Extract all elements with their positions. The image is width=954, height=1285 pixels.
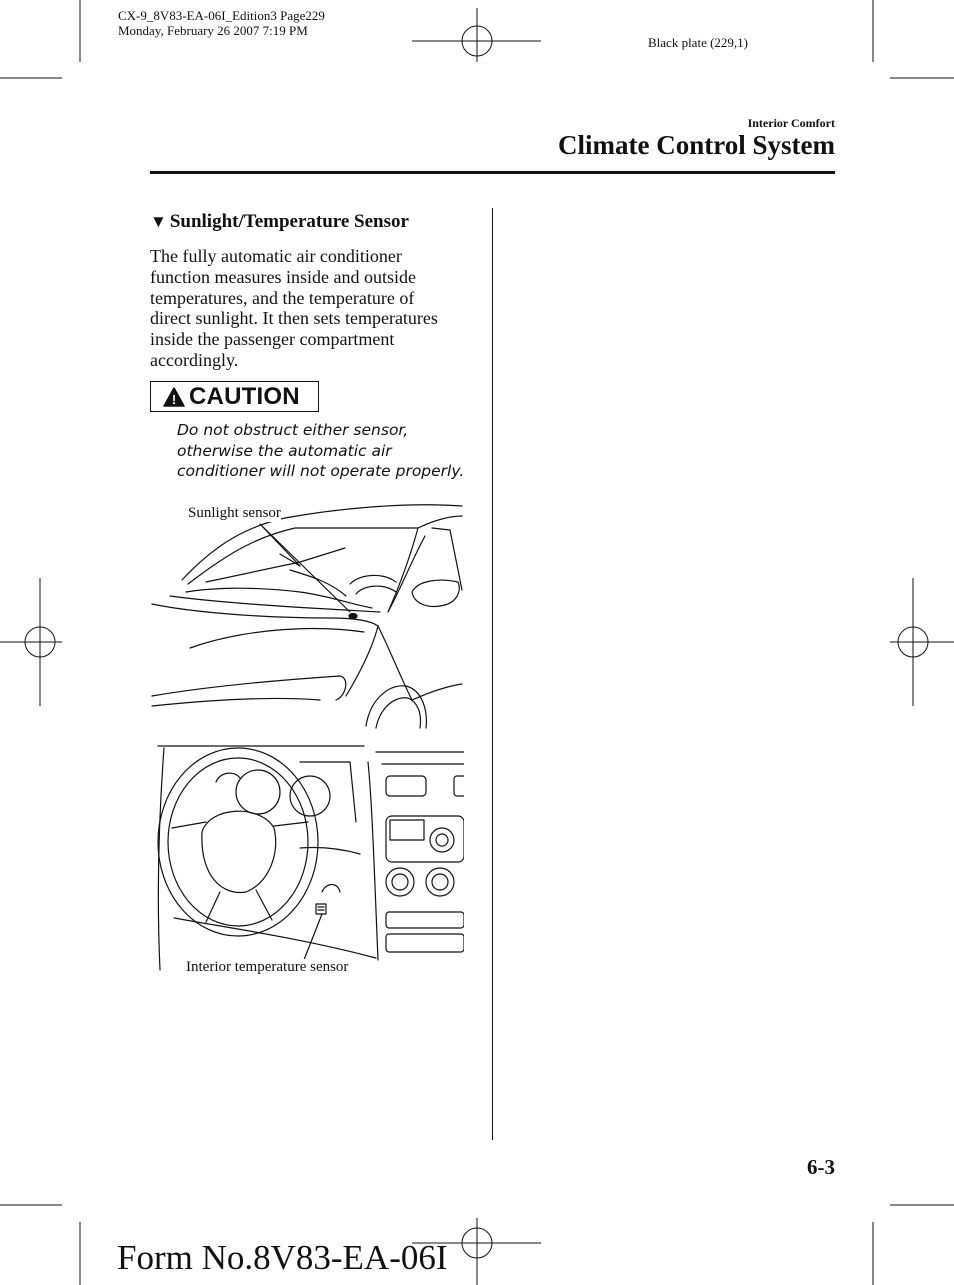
print-metadata xyxy=(118,8,325,38)
title-rule xyxy=(150,171,835,174)
body-line: temperatures, and the temperature of xyxy=(150,287,415,308)
caution-text xyxy=(177,420,477,482)
plate-label: Black plate (229,1) xyxy=(648,35,748,50)
car-exterior-illustration xyxy=(150,500,464,730)
caution-label: CAUTION xyxy=(189,383,300,410)
registration-target-right xyxy=(890,578,954,706)
caution-line: Do not obstruct either sensor, xyxy=(177,421,409,439)
caution-line: otherwise the automatic air xyxy=(177,441,392,460)
body-line: accordingly. xyxy=(150,349,239,370)
page-number: 6-3 xyxy=(807,1155,835,1179)
column-divider xyxy=(492,208,493,1140)
body-line: direct sunlight. It then sets temperatures xyxy=(150,308,438,329)
form-number: Form No.8V83-EA-06I xyxy=(117,1238,448,1277)
subheading-text: Sunlight/Temperature Sensor xyxy=(169,211,409,232)
page-title: Climate Control System xyxy=(558,130,835,160)
registration-target-top xyxy=(412,8,541,62)
body-line: The fully automatic air conditioner xyxy=(150,246,402,266)
body-paragraph xyxy=(150,246,470,371)
print-metadata-line1: CX-9_8V83-EA-06I_Edition3 Page229 xyxy=(118,8,325,23)
body-line: inside the passenger compartment xyxy=(150,329,395,350)
triangle-marker-icon: ▼ xyxy=(150,212,167,231)
print-metadata-line2: Monday, February 26 2007 7:19 PM xyxy=(118,23,308,38)
body-line: function measures inside and outside xyxy=(150,266,416,287)
interior-sensor-label: Interior temperature sensor xyxy=(186,959,349,975)
sunlight-sensor-label: Sunlight sensor xyxy=(188,505,281,521)
section-label: Interior Comfort xyxy=(747,116,835,130)
car-interior-illustration xyxy=(150,742,464,974)
registration-target-left xyxy=(0,578,62,706)
warning-triangle-icon xyxy=(163,387,185,407)
subheading xyxy=(150,211,409,233)
caution-line: conditioner will not operate properly. xyxy=(177,462,465,480)
warning-glyph: ! xyxy=(171,392,177,407)
